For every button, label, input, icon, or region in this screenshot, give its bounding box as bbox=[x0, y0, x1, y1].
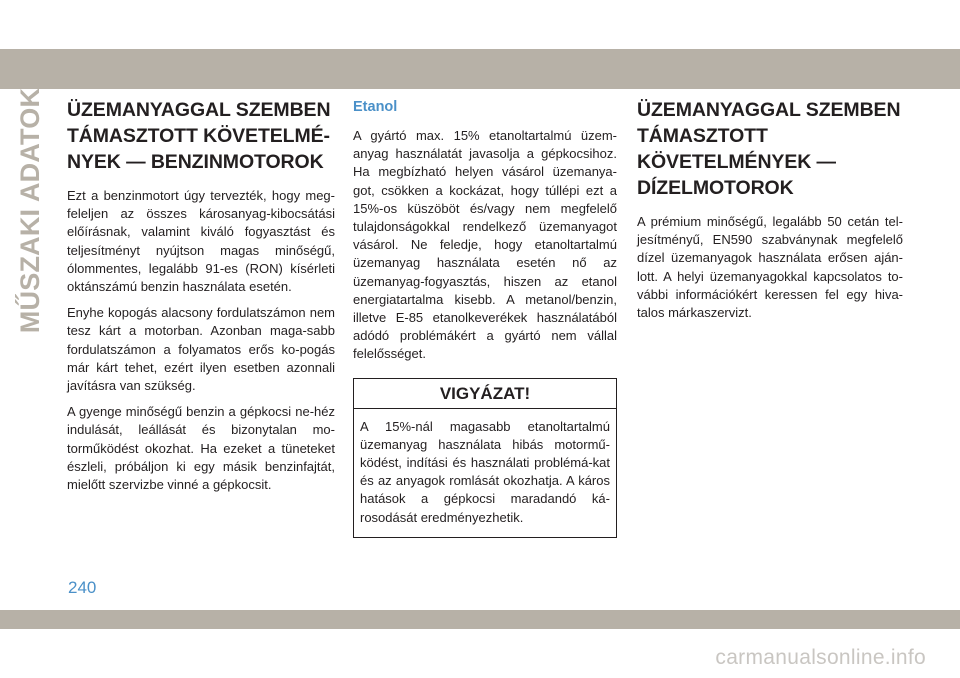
paragraph-petrol-intro: Ezt a benzinmotort úgy tervezték, hogy meg-feleljen az összes károsanyag-kibocsátási előírásnak, valamint kiváló fogyasztást és teljesítményt nyújtson magas minőségű, ólommentes, legalább 91-es (RON) kísérleti oktánszámú benzin használata esetén. bbox=[67, 188, 335, 295]
paragraph-knocking: Enyhe kopogás alacsony fordulatszámon nem tesz kárt a motorban. Azonban maga-sabb fordulatszámon a folyamatos erős ko-pogás már kárt tehet, ezért ilyen esetben azonnali javításra van szükség. bbox=[67, 305, 335, 394]
warning-body: A 15%-nál magasabb etanoltartalmú üzemanyag használata hibás motormű-ködést, indítási és használati problémá-kat és az anyagok romlását okozhatja. A káros hatások a gépkocsi maradandó ká-rosodását eredményezhetik. bbox=[360, 418, 610, 525]
heading-diesel-requirements: ÜZEMANYAGGAL SZEMBEN TÁMASZTOTT KÖVETELMÉNYEK — DÍZELMOTOROK bbox=[637, 99, 901, 199]
watermark-text: carmanualsonline.info bbox=[715, 646, 926, 669]
paragraph-ethanol: A gyártó max. 15% etanoltartalmú üzem-anyag használatát javasolja a gépkocsihoz. Ha megbízható helyen vásárol üzemanya-got, csökken a kockázat, hogy túllépi ezt a 15%-os küszöböt és/vagy nem megfelelő tulajdonságokkal rendelkező üzemanyagot vásárol. Ne feledje, hogy etanoltartalmú üzemanyag használata esetén nő az üzemanyag-fogyasztás, hiszen az etanol energiatartalma kisebb. A metanol/benzin, illetve E-85 etanolkeverékek használatából adódó problémákért a gyártó nem vállal felelősséget. bbox=[353, 128, 617, 362]
footer-band bbox=[0, 610, 960, 629]
column-ethanol bbox=[353, 97, 617, 538]
section-side-tab-label: MŰSZAKI ADATOK bbox=[15, 87, 46, 333]
subheading-ethanol: Etanol bbox=[353, 99, 398, 115]
section-side-tab bbox=[8, 87, 54, 333]
heading-petrol-requirements: ÜZEMANYAGGAL SZEMBEN TÁMASZTOTT KÖVETELMÉ-NYEK — BENZINMOTOROK bbox=[67, 99, 331, 173]
header-band bbox=[0, 49, 960, 89]
warning-box bbox=[353, 378, 617, 538]
warning-title: VIGYÁZAT! bbox=[354, 379, 616, 409]
column-diesel bbox=[637, 97, 903, 330]
page-number: 240 bbox=[68, 578, 97, 597]
column-petrol bbox=[67, 97, 335, 502]
paragraph-diesel: A prémium minőségű, legalább 50 cetán tel-jesítményű, EN590 szabványnak megfelelő dízel üzemanyagok használata erősen aján-lott. A helyi üzemanyagokkal kapcsolatos to-vábbi információkért keressen fel egy hiva-talos márkaszervizt. bbox=[637, 214, 903, 321]
paragraph-poor-fuel: A gyenge minőségű benzin a gépkocsi ne-héz indulását, leállását és bizonytalan mo-torműködést okozhat. Ha ezeket a tüneteket észleli, próbáljon ki egy másik benzinfajtát, mielőtt szervizbe vinné a gépkocsit. bbox=[67, 404, 335, 493]
